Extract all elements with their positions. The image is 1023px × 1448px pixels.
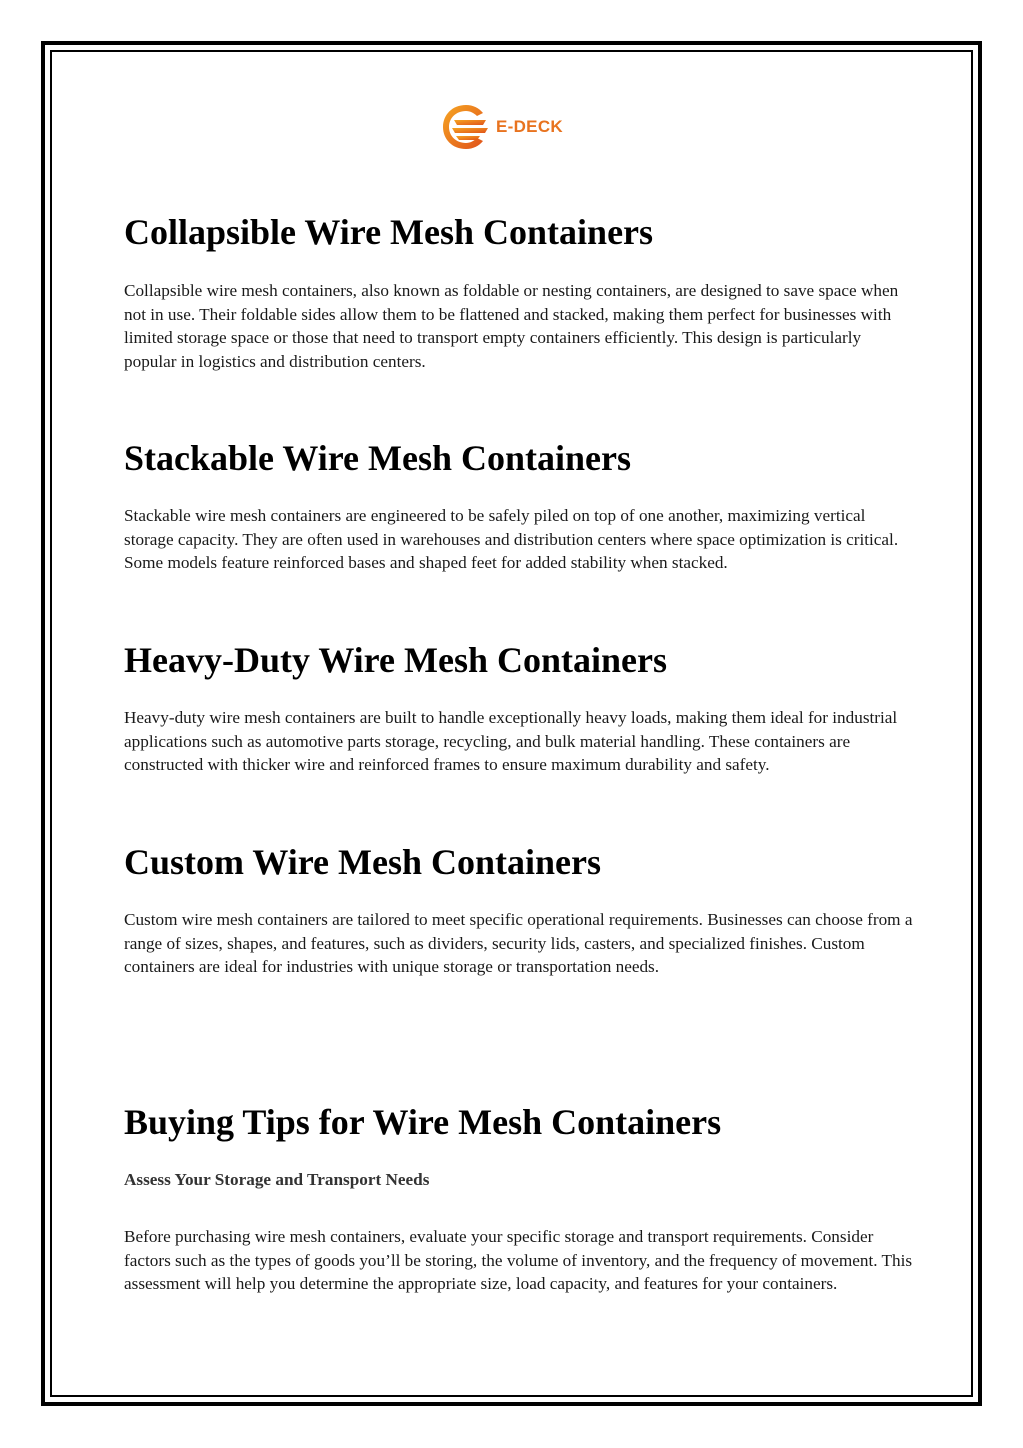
paragraph-stackable: Stackable wire mesh containers are engineered to be safely piled on top of one another, maximizing vertical storage capacity. They are often used in warehouses and distribution centers where space optimization is critical. Some models feature reinforced bases and shaped feet for added stability when stacked. xyxy=(124,506,899,573)
paragraph-custom: Custom wire mesh containers are tailored to meet specific operational requirements. Businesses can choose from a range of sizes, shapes, and features, such as dividers, security lids, casters, and specialized finishes. Custom containers are ideal for industries with unique storage or transportation needs. xyxy=(124,910,913,977)
brand-logo-text: E-DECK xyxy=(496,117,563,136)
heading-stackable: Stackable Wire Mesh Containers xyxy=(124,438,632,478)
heading-heavy-duty: Heavy-Duty Wire Mesh Containers xyxy=(124,640,667,680)
paragraph-collapsible: Collapsible wire mesh containers, also known as foldable or nesting containers, are designed to save space when not in use. Their foldable sides allow them to be flattened and stacked, making them perfect for businesses with limited storage space or those that need to transport empty containers efficiently. This design is particularly popular in logistics and distribution centers. xyxy=(124,281,899,371)
subheading-assess-needs: Assess Your Storage and Transport Needs xyxy=(124,1170,430,1189)
heading-custom: Custom Wire Mesh Containers xyxy=(124,842,601,882)
heading-collapsible: Collapsible Wire Mesh Containers xyxy=(124,212,654,252)
paragraph-heavy-duty: Heavy-duty wire mesh containers are built to handle exceptionally heavy loads, making them ideal for industrial applications such as automotive parts storage, recycling, and bulk material handling. These containers are constructed with thicker wire and reinforced frames to ensure maximum durability and safety. xyxy=(124,708,898,775)
paragraph-buying-tips: Before purchasing wire mesh containers, evaluate your specific storage and transport requirements. Consider factors such as the types of goods you’ll be storing, the volume of inventory, and the frequency of movement. This assessment will help you determine the appropriate size, load capacity, and features for your containers. xyxy=(124,1227,913,1294)
heading-buying-tips: Buying Tips for Wire Mesh Containers xyxy=(124,1102,722,1142)
brand-logo xyxy=(440,102,563,152)
e-deck-logo-icon xyxy=(440,102,492,152)
